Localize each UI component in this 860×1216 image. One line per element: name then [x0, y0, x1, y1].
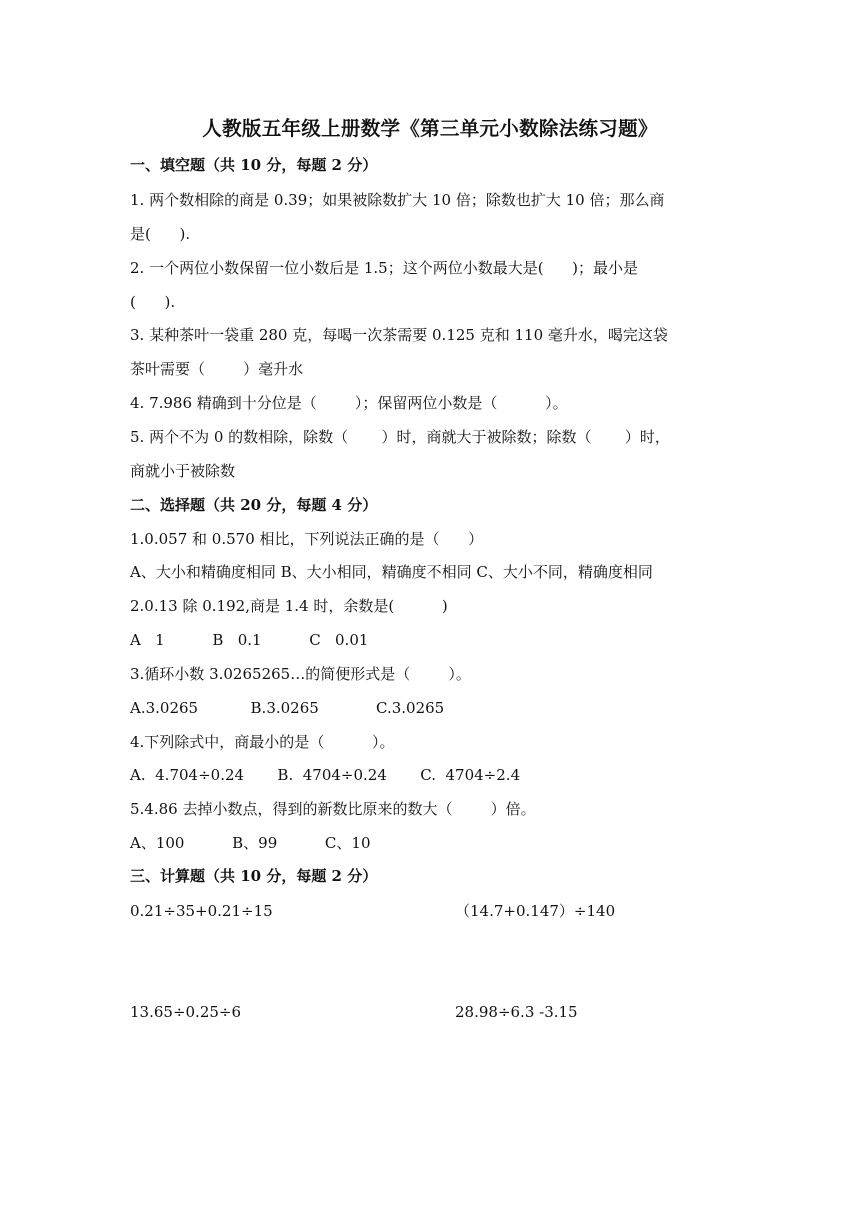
calc-problem-3: 13.65÷0.25÷6 [130, 1003, 242, 1021]
section1-line-8: 5. 两个不为 0 的数相除，除数（ ）时，商就大于被除数；除数（ ）时， [130, 428, 670, 446]
section2-line-7: 4.下列除式中，商最小的是（ ）。 [130, 733, 395, 751]
page-title: 人教版五年级上册数学《第三单元小数除法练习题》 [202, 117, 658, 140]
section1-line-1: 1. 两个数相除的商是 0.39；如果被除数扩大 10 倍；除数也扩大 10 倍；那么商 [130, 191, 665, 209]
section2-heading: 二、选择题（共 20 分，每题 4 分） [130, 496, 378, 514]
section1-line-6: 茶叶需要（ ）毫升水 [130, 360, 304, 378]
section1-line-9: 商就小于被除数 [130, 462, 236, 480]
calc-problem-1: 0.21÷35+0.21÷15 [130, 902, 273, 920]
section2-line-8: A. 4.704÷0.24 B. 4704÷0.24 C. 4704÷2.4 [130, 766, 521, 784]
section1-line-2: 是( ). [130, 225, 191, 243]
section1-line-7: 4. 7.986 精确到十分位是（ ）；保留两位小数是（ ）。 [130, 394, 568, 412]
section2-line-6: A.3.0265 B.3.0265 C.3.0265 [130, 699, 445, 717]
calc-problem-4: 28.98÷6.3 -3.15 [455, 1003, 578, 1021]
section1-line-4: ( ). [130, 293, 176, 311]
section3-heading: 三、计算题（共 10 分，每题 2 分） [130, 867, 378, 885]
section1-line-3: 2. 一个两位小数保留一位小数后是 1.5；这个两位小数最大是( )；最小是 [130, 259, 639, 277]
section1-heading: 一、填空题（共 10 分，每题 2 分） [130, 156, 378, 174]
section1-line-5: 3. 某种茶叶一袋重 280 克，每喝一次茶需要 0.125 克和 110 毫升水，喝完这袋 [130, 326, 668, 344]
section2-line-1: 1.0.057 和 0.570 相比，下列说法正确的是（ ） [130, 530, 484, 548]
section2-line-2: A、大小和精确度相同 B、大小相同，精确度不相同 C、大小不同，精确度相同 [130, 563, 653, 581]
section2-line-3: 2.0.13 除 0.192,商是 1.4 时，余数是( ) [130, 597, 448, 615]
section2-line-5: 3.循环小数 3.0265265…的简便形式是（ ）。 [130, 665, 471, 683]
section2-line-10: A、100 B、99 C、10 [130, 834, 371, 852]
section2-line-9: 5.4.86 去掉小数点，得到的新数比原来的数大（ ）倍。 [130, 800, 536, 818]
calc-problem-2: （14.7+0.147）÷140 [455, 902, 616, 920]
section2-line-4: A 1 B 0.1 C 0.01 [130, 631, 369, 649]
